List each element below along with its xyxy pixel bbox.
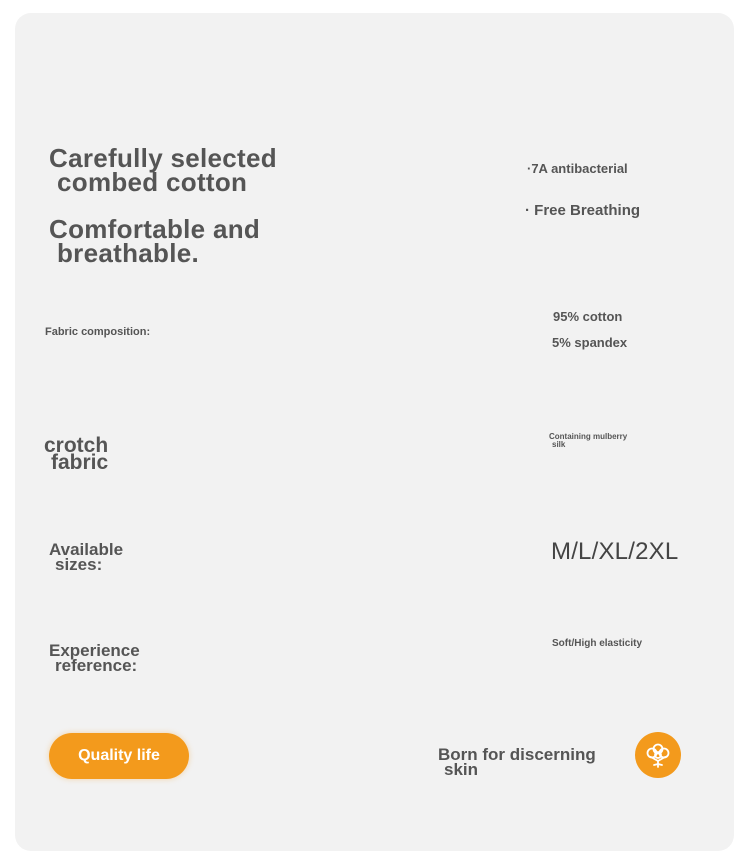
quality-life-button[interactable]: [49, 733, 189, 779]
experience-reference-label-line-1: Experience: [49, 641, 140, 660]
cotton-flower-icon: [643, 740, 673, 770]
headline-primary: [49, 143, 277, 197]
fabric-composition-label: Fabric composition:: [45, 326, 151, 338]
crotch-fabric-value-line-1: Containing mulberry: [549, 432, 628, 441]
tagline: [438, 747, 596, 777]
tagline-line-2: skin: [444, 760, 479, 779]
available-sizes-label: [49, 542, 123, 572]
headline-line-2: combed cotton: [57, 167, 248, 197]
headline-line-4: breathable.: [57, 238, 200, 268]
crotch-fabric-label-line-2: fabric: [51, 451, 109, 474]
crotch-fabric-value-line-2: silk: [552, 440, 566, 449]
experience-reference-label: [49, 643, 140, 673]
crotch-fabric-label-line-1: crotch: [44, 434, 109, 457]
available-sizes-label-line-1: Available: [49, 540, 124, 559]
available-sizes-label-line-2: sizes:: [55, 555, 103, 574]
fabric-composition-value-cotton: 95% cotton: [553, 309, 623, 324]
fabric-composition-value-spandex: 5% spandex: [552, 335, 628, 350]
quality-life-button-label: Quality life: [78, 747, 160, 764]
available-sizes-value: M/L/XL/2XL: [551, 538, 679, 565]
headline-secondary: [49, 214, 261, 268]
tagline-line-1: Born for discerning: [438, 745, 596, 764]
experience-reference-label-line-2: reference:: [55, 656, 138, 675]
headline-line-1: Carefully selected: [49, 143, 277, 173]
headline-line-3: Comfortable and: [49, 214, 261, 244]
feature-antibacterial: ·7A antibacterial: [527, 161, 628, 176]
crotch-fabric-label: [44, 434, 109, 474]
crotch-fabric-value: [549, 433, 627, 449]
feature-breathing: · Free Breathing: [525, 202, 641, 219]
cotton-badge: [635, 732, 681, 778]
experience-reference-value: Soft/High elasticity: [552, 638, 643, 649]
